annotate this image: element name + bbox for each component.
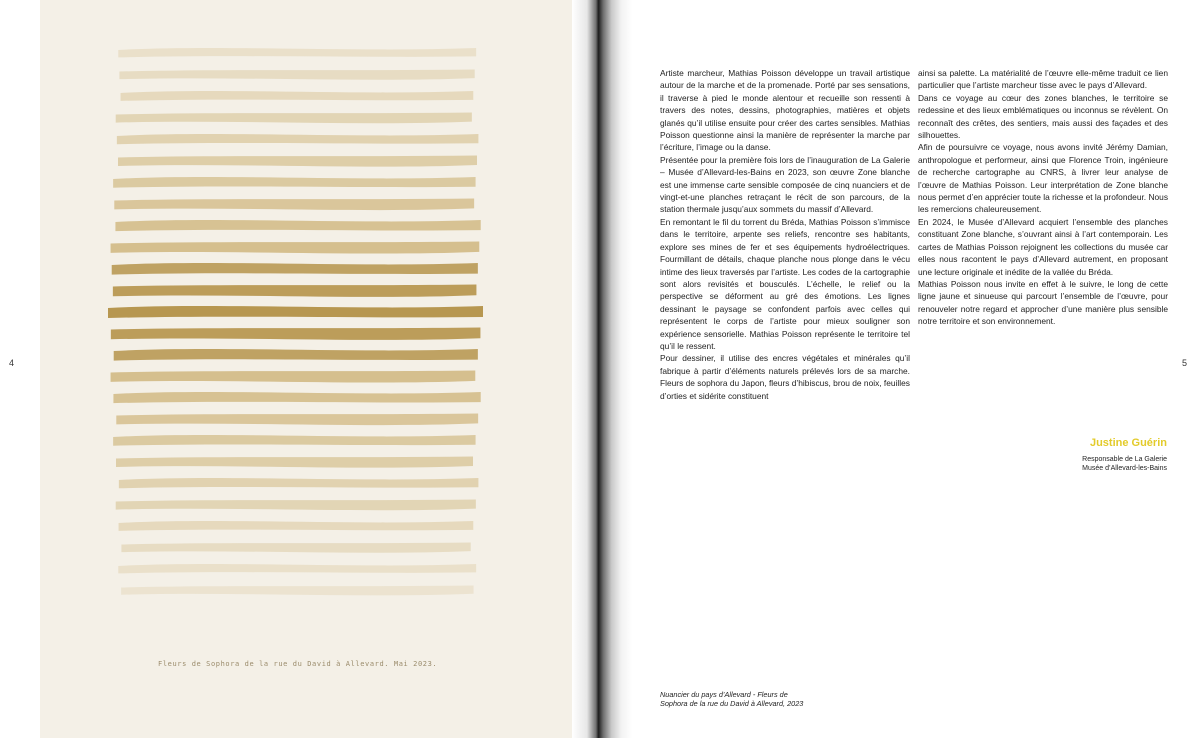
ink-stripe bbox=[121, 586, 473, 596]
ink-stripe bbox=[118, 48, 476, 57]
artwork-handwritten-caption: Fleurs de Sophora de la rue du David à Allevard. Mai 2023. bbox=[158, 660, 438, 668]
author-name: Justine Guérin bbox=[1089, 437, 1167, 449]
ink-stripe bbox=[114, 349, 478, 361]
text-column-left bbox=[660, 67, 910, 402]
artwork-caption-line: Sophora de la rue du David à Allevard, 2023 bbox=[660, 699, 804, 709]
ink-stripe bbox=[121, 91, 474, 101]
ink-stripe bbox=[111, 242, 480, 254]
ink-stripe bbox=[116, 457, 473, 468]
ink-stripe bbox=[113, 392, 480, 403]
ink-stripe bbox=[116, 113, 472, 124]
author-role: Responsable de La Galerie bbox=[1082, 456, 1167, 463]
author-institution: Musée d’Allevard-les-Bains bbox=[1082, 465, 1167, 472]
page-number-left: 4 bbox=[9, 358, 15, 368]
ink-stripe bbox=[113, 177, 475, 188]
paragraph: Présentée pour la première fois lors de l’inauguration de La Galerie – Musée d’Allevard-les-Bains en 2023, son œuvre Zone blanche est une immense carte sensible composée de cinq nuanciers et de vingt-et-une planches retraçant le récit de son parcours, de la station thermale jusqu’aux sommets du massif d’Allevard. bbox=[660, 154, 910, 215]
ink-stripe bbox=[119, 478, 479, 488]
paragraph: Mathias Poisson nous invite en effet à le suivre, le long de cette ligne jaune et sinueuse qui parcourt l’ensemble de l’œuvre, pour renouveler notre regard et approcher d’une manière plus sensible notre territoire et son environnement. bbox=[918, 278, 1168, 327]
book-gutter-shadow bbox=[572, 0, 632, 738]
text-column-right bbox=[918, 67, 1168, 328]
page-number-right: 5 bbox=[1182, 358, 1188, 368]
left-page bbox=[0, 0, 572, 738]
ink-stripe bbox=[115, 220, 480, 231]
paragraph: Dans ce voyage au cœur des zones blanches, le territoire se redessine et des lieux emblématiques ou inconnus se révèlent. On reconnaît des crêtes, des sentiers, mais aussi des façades et des silhouettes. bbox=[918, 92, 1168, 141]
ink-stripe bbox=[117, 134, 479, 144]
ink-stripe bbox=[121, 543, 470, 553]
ink-stripe bbox=[118, 156, 477, 167]
artwork-caption bbox=[660, 690, 803, 709]
ink-stripe bbox=[116, 414, 478, 426]
watercolor-artwork bbox=[40, 0, 572, 738]
author-signature bbox=[1082, 437, 1167, 473]
paragraph: ainsi sa palette. La matérialité de l’œuvre elle-même traduit ce lien particulier que l’artiste marcheur tisse avec le pays d’Allevard. bbox=[918, 68, 1168, 91]
ink-stripe bbox=[111, 371, 476, 383]
paragraph: En remontant le fil du torrent du Bréda, Mathias Poisson s’immisce dans le territoire, arpente ses reliefs, rencontre ses habitants, explore ses mines de fer et ses équipements hydroélectriques. Fourmillant de détails, chaque planche nous plonge dans le vécu intime des lieux traversés par l’artiste. Les codes de la cartographie sont alors revisités et bousculés. L’échelle, le relief ou la perspective se déforment au gré des émotions. Les lignes dessinant le paysage se confondent parfois avec celles qui représentent le corps de l’artiste pour mieux souligner son expérience sensorielle. Mathias Poisson représente le territoire tel qu’il le ressent. bbox=[660, 216, 910, 351]
ink-stripe bbox=[118, 564, 476, 573]
artwork-caption-line: Nuancier du pays d’Allevard - Fleurs de bbox=[660, 690, 788, 699]
ink-stripe bbox=[119, 521, 474, 531]
ink-stripe bbox=[112, 263, 478, 275]
ink-stripe bbox=[116, 500, 476, 511]
ink-stripe bbox=[113, 435, 475, 446]
ink-stripe bbox=[111, 328, 481, 340]
paragraph: Pour dessiner, il utilise des encres végétales et minérales qu’il fabrique à partir d’éléments naturels prélevés lors de sa marche. Fleurs de sophora du Japon, fleurs d’hibiscus, brou de noix, feuilles d’orties et sidérite constituent bbox=[660, 353, 910, 401]
ink-stripe bbox=[119, 70, 474, 80]
paragraph: En 2024, le Musée d’Allevard acquiert l’ensemble des planches constituant Zone blanche, s’ouvrant ainsi à l’art contemporain. Les cartes de Mathias Poisson rejoignent les collections du musée car elles nous racontent le pays d’Allevard autrement, en proposant une lecture originale et inédite de la vallée du Bréda. bbox=[918, 216, 1168, 277]
ink-stripe bbox=[113, 285, 477, 297]
paragraph: Artiste marcheur, Mathias Poisson développe un travail artistique autour de la marche et de la promenade. Porté par ses sensations, il traverse à pied le monde alentour et recueille son ressenti à travers des notes, dessins, photographies, matières et objets glanés qu’il utilise ensuite pour créer des cartes sensibles. Mathias Poisson questionne ainsi la manière de représenter la marche par l’écriture, l’image ou la danse. bbox=[660, 68, 910, 153]
ink-stripe bbox=[114, 199, 474, 211]
ink-stripes bbox=[40, 0, 572, 738]
ink-stripe bbox=[108, 306, 483, 318]
paragraph: Afin de poursuivre ce voyage, nous avons invité Jérémy Damian, anthropologue et performeur, ainsi que Florence Troin, ingénieure de recherche cartographe au CNRS, à livrer leur analyse de l’œuvre de Mathias Poisson. Leur interprétation de Zone blanche nous permet d’en apprécier toute la richesse et la profondeur. Nous les remercions chaleureusement. bbox=[918, 142, 1169, 215]
